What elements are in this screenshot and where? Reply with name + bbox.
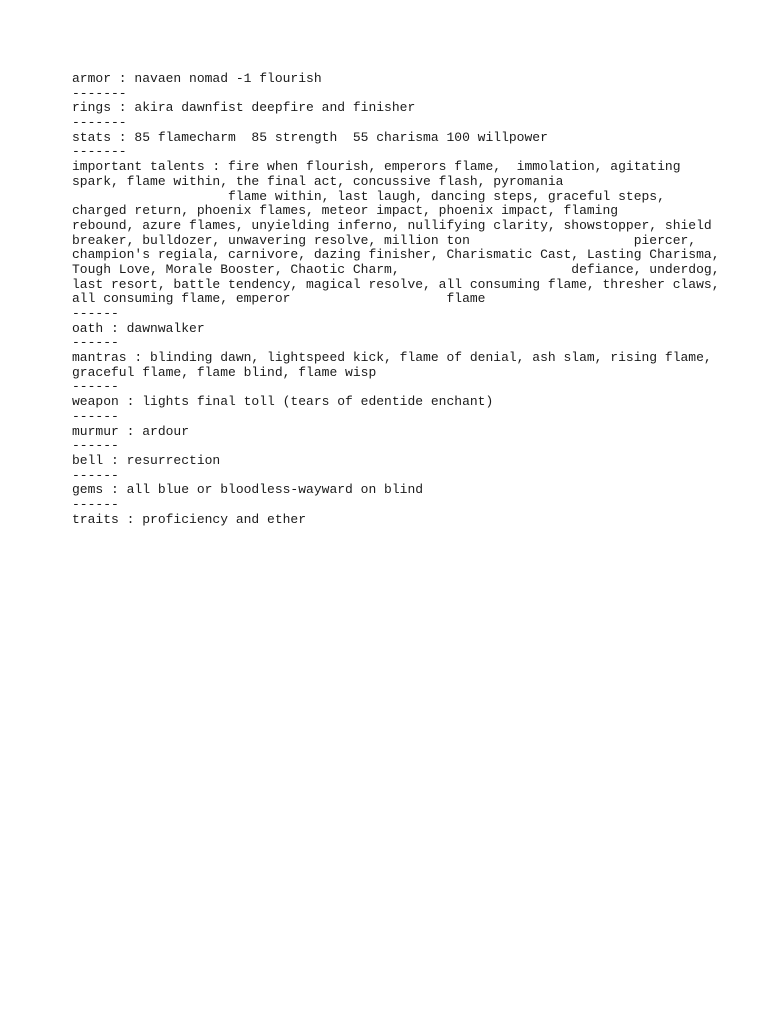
separator: ------- — [72, 115, 127, 131]
rings-line: rings : akira dawnfist deepfire and finisher — [72, 100, 416, 116]
gems-line: gems : all blue or bloodless-wayward on blind — [72, 482, 424, 498]
talents-line: rebound, azure flames, unyielding inferno, nullifying clarity, showstopper, shield — [72, 217, 712, 233]
talents-line: all consuming flame, emperor flame — [72, 291, 486, 307]
armor-line: armor : navaen nomad -1 flourish — [72, 71, 322, 86]
talents-line: flame within, last laugh, dancing steps, graceful steps, — [72, 188, 665, 204]
talents-line: Tough Love, Morale Booster, Chaotic Charm, defiance, underdog, — [72, 261, 720, 277]
separator: ------ — [72, 379, 119, 395]
separator: ------ — [72, 408, 119, 424]
mantras-line: graceful flame, flame blind, flame wisp — [72, 364, 377, 380]
talents-line: last resort, battle tendency, magical resolve, all consuming flame, thresher claws, — [72, 276, 720, 292]
separator: ------- — [72, 85, 127, 101]
document-page — [72, 71, 720, 527]
oath-line: oath : dawnwalker — [72, 320, 205, 336]
weapon-line: weapon : lights final toll (tears of edentide enchant) — [72, 394, 494, 410]
separator: ------ — [72, 335, 119, 351]
traits-line: traits : proficiency and ether — [72, 511, 307, 527]
murmur-line: murmur : ardour — [72, 423, 190, 439]
talents-line: champion's regiala, carnivore, dazing finisher, Charismatic Cast, Lasting Charisma, — [72, 247, 720, 263]
separator: ------ — [72, 496, 119, 512]
talents-line: breaker, bulldozer, unwavering resolve, million ton piercer, — [72, 232, 697, 248]
talents-line: charged return, phoenix flames, meteor impact, phoenix impact, flaming — [72, 203, 619, 219]
separator: ------ — [72, 306, 119, 321]
separator: ------- — [72, 144, 127, 160]
bell-line: bell : resurrection — [72, 452, 221, 468]
separator: ------ — [72, 438, 119, 454]
talents-line: important talents : fire when flourish, emperors flame, immolation, agitating — [72, 159, 681, 175]
stats-line: stats : 85 flamecharm 85 strength 55 charisma 100 willpower — [72, 129, 548, 145]
talents-line: spark, flame within, the final act, concussive flash, pyromania — [72, 173, 564, 189]
separator: ------ — [72, 467, 119, 483]
mantras-line: mantras : blinding dawn, lightspeed kick, flame of denial, ash slam, rising flame, — [72, 350, 712, 366]
